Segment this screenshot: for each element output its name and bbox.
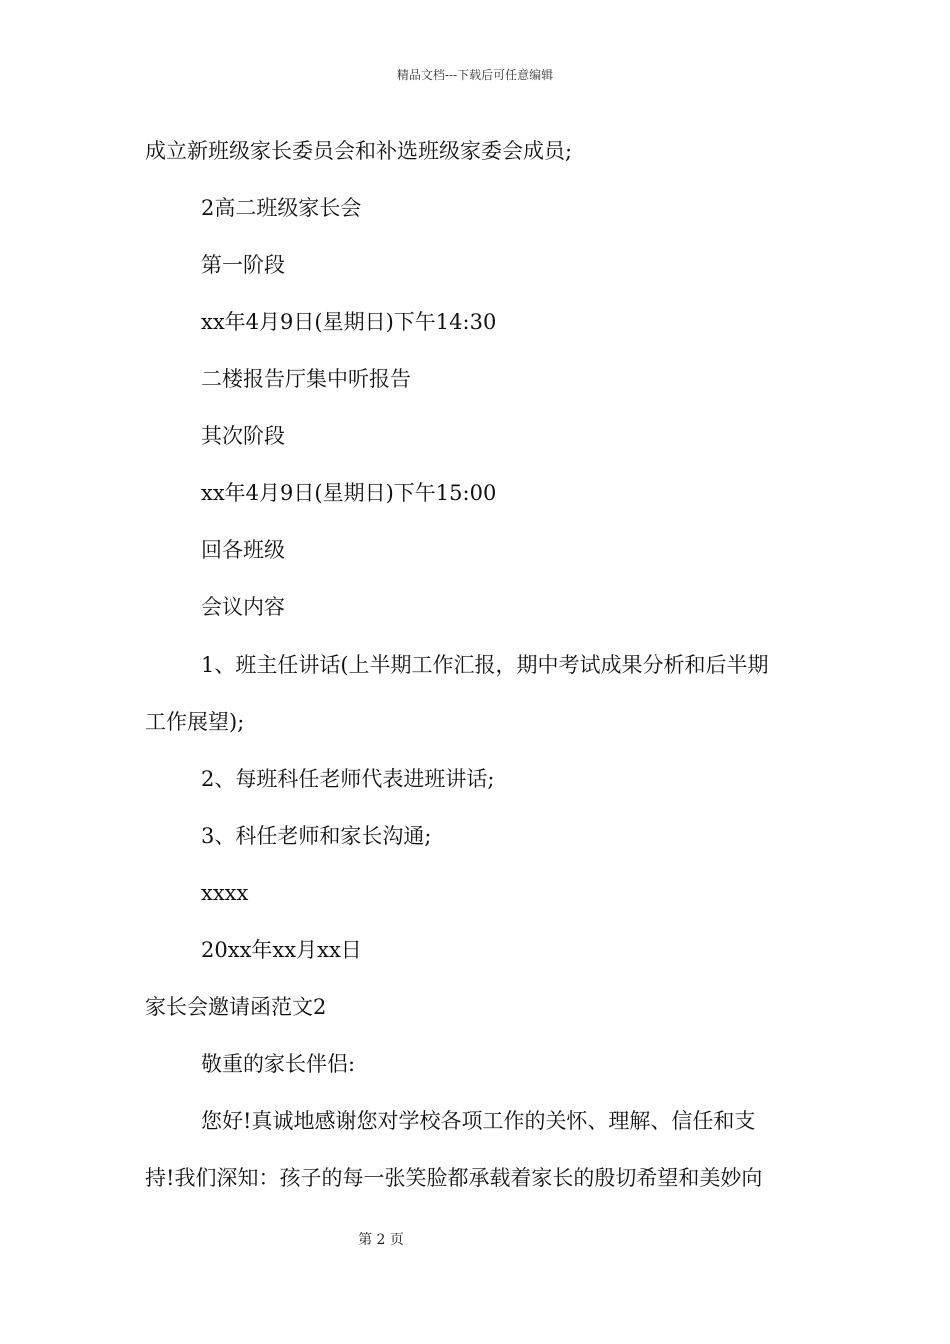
text-line: 成立新班级家长委员会和补选班级家委会成员; [145, 139, 573, 163]
text-line: 工作展望); [145, 710, 245, 734]
page-number: 第 2 页 [358, 1232, 404, 1248]
text-line: 您好!真诚地感谢您对学校各项工作的关怀、理解、信任和支 [201, 1109, 756, 1133]
text-line: xx年4月9日(星期日)下午15:00 [201, 481, 497, 505]
section-title: 家长会邀请函范文2 [145, 995, 327, 1019]
text-line: 回各班级 [201, 538, 285, 562]
text-line: 20xx年xx月xx日 [201, 938, 362, 962]
text-line: 二楼报告厅集中听报告 [201, 367, 411, 391]
page-header: 精品文档---下载后可任意编辑 [396, 68, 554, 82]
text-line: 2、每班科任老师代表进班讲话; [201, 767, 495, 791]
text-line: xxxx [201, 881, 249, 905]
text-line: 1、班主任讲话(上半期工作汇报，期中考试成果分析和后半期 [201, 653, 769, 677]
text-line: 持!我们深知：孩子的每一张笑脸都承载着家长的殷切希望和美妙向 [145, 1166, 763, 1190]
text-line: 其次阶段 [201, 424, 285, 448]
text-line: 会议内容 [201, 595, 285, 619]
text-line: 2高二班级家长会 [201, 196, 362, 220]
text-line: 3、科任老师和家长沟通; [201, 824, 432, 848]
text-line: xx年4月9日(星期日)下午14:30 [201, 310, 497, 334]
text-line: 敬重的家长伴侣: [201, 1052, 356, 1076]
text-line: 第一阶段 [201, 253, 285, 277]
